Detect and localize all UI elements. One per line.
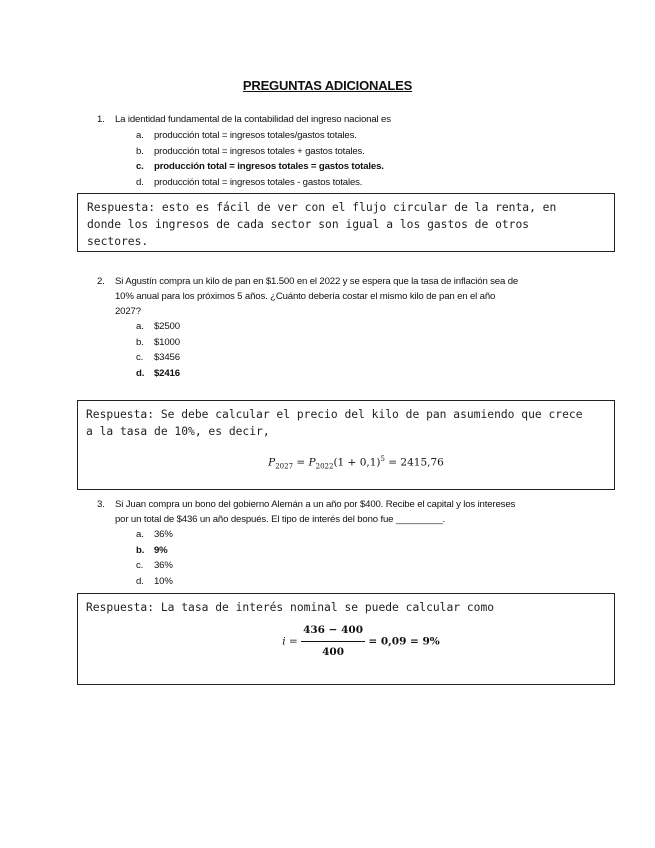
option-letter: c. (136, 161, 144, 172)
option-c (136, 350, 336, 366)
option-text: 36% (154, 560, 173, 571)
option-letter: c. (136, 560, 144, 571)
question-1 (97, 112, 617, 128)
option-c-correct (136, 159, 536, 175)
option-a (136, 128, 536, 144)
answer-line: Respuesta: Se debe calcular el precio del kilo de pan asumiendo que crece (86, 408, 583, 421)
option-b (136, 144, 536, 160)
interest-formula: i = $\frac{436 - 400}{400}$ = 0,09 = 9% (86, 622, 606, 661)
option-text: producción total = ingresos totales/gastos totales. (154, 130, 357, 141)
option-letter: a. (136, 529, 144, 540)
formula-result: = 0,09 = 9% (368, 635, 440, 648)
option-text: 10% (154, 575, 173, 587)
inflation-formula: $P_{2027} = P_{2022}(1 + 0,1)^5 = 2415,76$ (268, 455, 444, 471)
option-text: 36% (154, 529, 173, 540)
question-3 (97, 497, 597, 529)
option-letter: d. (136, 176, 144, 188)
question-text-line: 2027? (115, 306, 141, 317)
question-number: 1. (97, 114, 105, 125)
formula-symbol: P (268, 456, 276, 469)
question-2 (97, 274, 597, 322)
question-number: 3. (97, 499, 105, 510)
option-a (136, 527, 336, 543)
answer-box-2 (77, 400, 615, 490)
question-text-line: Si Juan compra un bono del gobierno Alemán a un año por $400. Recibe el capital y los intereses (115, 499, 516, 510)
formula-symbol: i (282, 635, 286, 648)
formula-result: = 2415,76 (384, 456, 444, 469)
answer-line: Respuesta: La tasa de interés nominal se puede calcular como (86, 601, 495, 614)
answer-line: donde los ingresos de cada sector son igual a los gastos de otros (87, 218, 530, 231)
option-letter: d. (136, 575, 144, 587)
question-text-line: por un total de $436 un año después. El tipo de interés del bono fue _________. (115, 514, 446, 525)
options-list-1 (136, 128, 536, 190)
option-text: $2416 (154, 367, 180, 379)
question-text-line: 10% anual para los próximos 5 años. ¿Cuánto debería costar el mismo kilo de pan en el año (115, 291, 496, 302)
options-list-2 (136, 319, 336, 381)
page-title: PREGUNTAS ADICIONALES (242, 78, 413, 93)
option-a (136, 319, 336, 335)
formula-factor: (1 + 0,1) (333, 456, 381, 469)
option-letter: c. (136, 352, 144, 363)
option-text: 9% (154, 544, 168, 556)
option-letter: b. (136, 544, 145, 556)
question-number: 2. (97, 276, 105, 287)
option-b (136, 335, 336, 351)
option-text: $3456 (154, 352, 180, 363)
option-text: producción total = ingresos totales + gastos totales. (154, 145, 365, 157)
option-text: producción total = ingresos totales - gastos totales. (154, 176, 363, 188)
answer-line: sectores. (87, 235, 149, 248)
answer-box-1 (77, 193, 615, 252)
fraction-denominator: 400 (322, 646, 344, 658)
question-text-line: Si Agustín compra un kilo de pan en $1.500 en el 2022 y se espera que la tasa de inflación sea de (115, 276, 519, 287)
option-letter: a. (136, 321, 144, 332)
answer-line: a la tasa de 10%, es decir, (86, 425, 270, 438)
option-text: $2500 (154, 321, 180, 332)
question-text: La identidad fundamental de la contabilidad del ingreso nacional es (115, 114, 391, 125)
formula-exponent: 5 (380, 455, 385, 463)
option-b-correct (136, 543, 336, 559)
option-d (136, 175, 536, 191)
answer-box-3 (77, 593, 615, 685)
option-c (136, 558, 336, 574)
formula-symbol: P (308, 456, 316, 469)
fraction-numerator: 436 − 400 (301, 622, 365, 642)
option-letter: b. (136, 145, 144, 157)
option-letter: b. (136, 336, 144, 348)
options-list-3 (136, 527, 336, 589)
option-letter: d. (136, 367, 145, 379)
option-letter: a. (136, 130, 144, 141)
formula-subscript: 2027 (275, 462, 294, 471)
formula-subscript: 2022 (315, 462, 334, 471)
option-text: producción total = ingresos totales = gastos totales. (154, 161, 384, 172)
option-text: $1000 (154, 336, 180, 348)
option-d-correct (136, 366, 336, 382)
answer-line: Respuesta: esto es fácil de ver con el flujo circular de la renta, en (87, 201, 557, 214)
formula-fraction (301, 622, 365, 661)
option-d (136, 574, 336, 590)
